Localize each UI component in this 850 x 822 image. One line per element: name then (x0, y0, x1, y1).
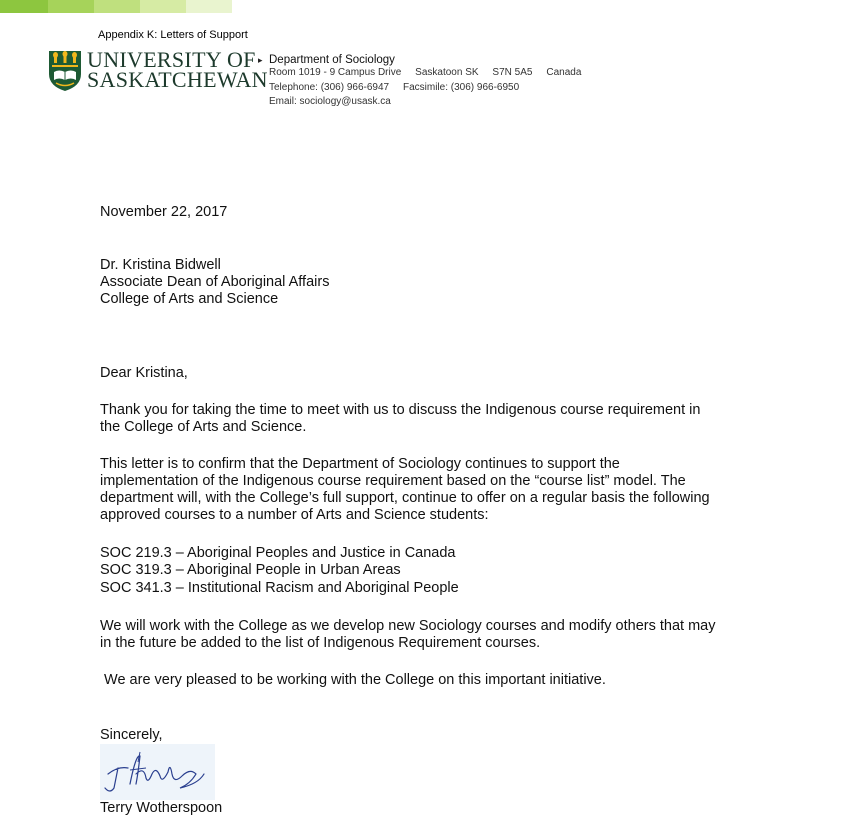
salutation: Dear Kristina, (100, 365, 188, 381)
department-name: Department of Sociology (269, 54, 395, 66)
course-item: SOC 341.3 – Institutional Racism and Aboriginal People (100, 580, 459, 596)
bar-segment (48, 0, 94, 13)
department-email: Email: sociology@usask.ca (269, 96, 391, 107)
paragraph-2-line: approved courses to a number of Arts and Science students: (100, 507, 489, 523)
paragraph-2-line: implementation of the Indigenous course requirement based on the “course list” model. The (100, 473, 686, 489)
paragraph-4: We are very pleased to be working with the College on this important initiative. (100, 672, 606, 688)
closing: Sincerely, (100, 727, 163, 743)
course-item: SOC 319.3 – Aboriginal People in Urban Areas (100, 562, 401, 578)
paragraph-3-line: We will work with the College as we develop new Sociology courses and modify others that may (100, 618, 716, 634)
appendix-label: Appendix K: Letters of Support (98, 29, 248, 41)
bar-segment (186, 0, 232, 13)
handwritten-signature (100, 744, 215, 800)
course-item: SOC 219.3 – Aboriginal Peoples and Justice in Canada (100, 545, 456, 561)
bar-segment (94, 0, 140, 13)
university-crest-icon (48, 50, 82, 92)
paragraph-2-line: This letter is to confirm that the Department of Sociology continues to support the (100, 456, 620, 472)
paragraph-1-line: the College of Arts and Science. (100, 419, 307, 435)
bar-segment (140, 0, 186, 13)
recipient-college: College of Arts and Science (100, 291, 279, 307)
department-phone-fax: Telephone: (306) 966-6947 Facsimile: (306) 966-6950 (269, 81, 520, 93)
header-color-bar (0, 0, 232, 13)
wordmark-line-1: UNIVERSITY OF (87, 47, 256, 72)
department-contact-block (258, 54, 581, 110)
wordmark-line-2: SASKATCHEWAN (87, 67, 268, 92)
paragraph-1-line: Thank you for taking the time to meet with us to discuss the Indigenous course requirement in (100, 402, 701, 418)
letter-date: November 22, 2017 (100, 204, 228, 220)
diamond-bullet-icon: ▸ (258, 54, 263, 65)
recipient-name: Dr. Kristina Bidwell (100, 257, 221, 273)
paragraph-3-line: in the future be added to the list of Indigenous Requirement courses. (100, 635, 541, 651)
university-wordmark (87, 47, 268, 92)
signer-name: Terry Wotherspoon (100, 800, 223, 816)
department-address: Room 1019 - 9 Campus Drive Saskatoon SK S7N 5A5 Canada (269, 67, 582, 78)
recipient-title: Associate Dean of Aboriginal Affairs (100, 274, 330, 290)
paragraph-2-line: department will, with the College’s full support, continue to offer on a regular basis the following (100, 490, 710, 506)
bar-segment (0, 0, 48, 13)
